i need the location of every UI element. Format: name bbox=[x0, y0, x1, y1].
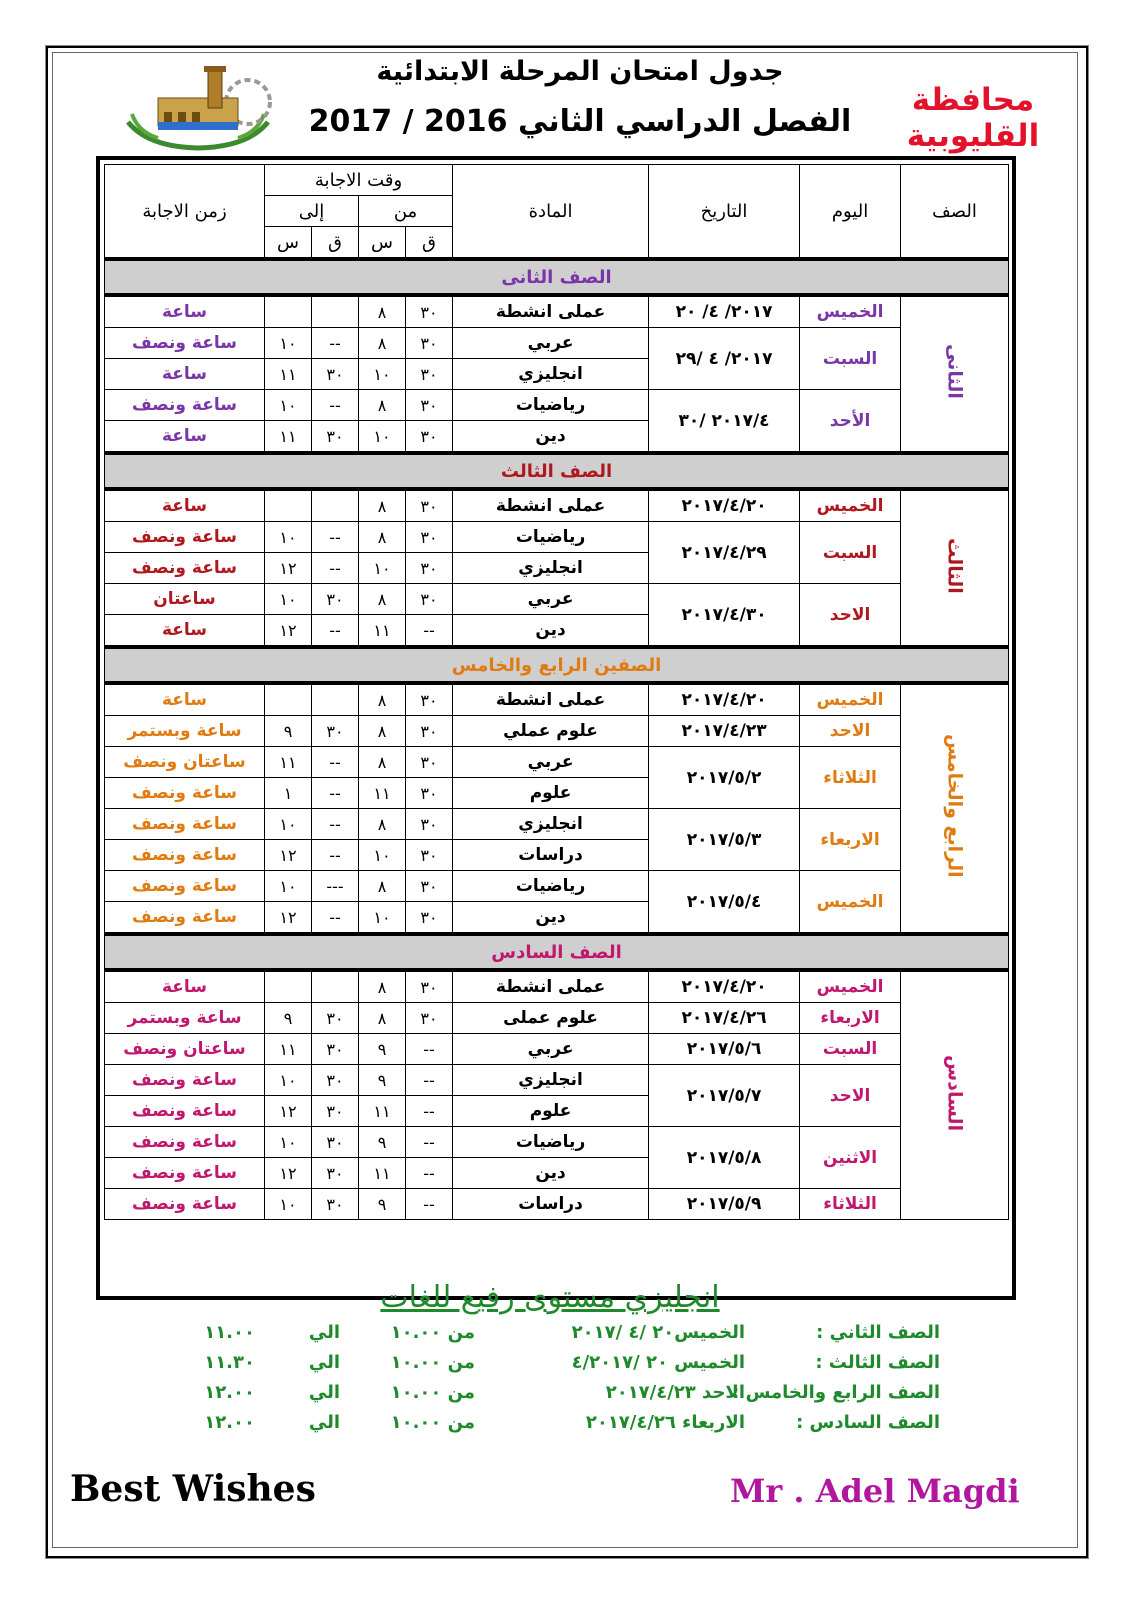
english-from: من ١٠.٠٠ bbox=[390, 1412, 475, 1433]
to-hour-cell: ١١ bbox=[265, 421, 312, 454]
subject-cell: انجليزي bbox=[453, 359, 649, 390]
from-hour-cell: ٨ bbox=[359, 489, 406, 522]
from-hour-cell: ٨ bbox=[359, 871, 406, 902]
table-row bbox=[105, 328, 1009, 359]
duration-cell: ساعتان bbox=[105, 584, 265, 615]
to-hour-cell: ١٠ bbox=[265, 1065, 312, 1096]
table-row bbox=[105, 522, 1009, 553]
duration-cell: ساعة ونصف bbox=[105, 553, 265, 584]
subject-cell: عربي bbox=[453, 1034, 649, 1065]
english-grade: الصف السادس : bbox=[796, 1412, 940, 1433]
date-cell: ٢٠١٧/٤/٢٠ bbox=[649, 970, 800, 1003]
day-cell: السبت bbox=[800, 1034, 901, 1065]
from-hour-cell: ٨ bbox=[359, 390, 406, 421]
duration-cell: ساعة ونصف bbox=[105, 1127, 265, 1158]
from-hour-cell: ٩ bbox=[359, 1034, 406, 1065]
duration-cell: ساعة ونصف bbox=[105, 871, 265, 902]
to-minute-cell bbox=[312, 295, 359, 328]
from-minute-cell: ٣٠ bbox=[406, 970, 453, 1003]
english-from: من ١٠.٠٠ bbox=[390, 1382, 475, 1403]
table-row bbox=[105, 390, 1009, 421]
duration-cell: ساعة bbox=[105, 295, 265, 328]
day-cell: الاربعاء bbox=[800, 809, 901, 871]
to-hour-cell: ١٠ bbox=[265, 584, 312, 615]
from-minute-cell: ٣٠ bbox=[406, 553, 453, 584]
from-minute-cell: -- bbox=[406, 1189, 453, 1220]
to-minute-cell: ٣٠ bbox=[312, 1096, 359, 1127]
grade-cell bbox=[901, 970, 1009, 1220]
date-header: التاريخ bbox=[649, 165, 800, 260]
date-cell: ٢٠١٧/٥/٢ bbox=[649, 747, 800, 809]
from-minute-cell: -- bbox=[406, 1034, 453, 1065]
grade-vertical-label: الثانى bbox=[943, 344, 966, 399]
to-hour-cell: ١٢ bbox=[265, 553, 312, 584]
from-hour-cell: ١٠ bbox=[359, 421, 406, 454]
duration-cell: ساعة ونصف bbox=[105, 840, 265, 871]
date-cell: ٢٠١٧/٤/٢٦ bbox=[649, 1003, 800, 1034]
english-date: الخميس ٢٠ /٤/٢٠١٧ bbox=[571, 1352, 745, 1373]
teacher-signature: Mr . Adel Magdi bbox=[730, 1472, 1020, 1510]
to-hour-cell: ١٠ bbox=[265, 328, 312, 359]
from-hour-cell: ١١ bbox=[359, 778, 406, 809]
date-cell: ٢٠١٧/٤/٢٠ bbox=[649, 489, 800, 522]
duration-cell: ساعة ونصف bbox=[105, 1189, 265, 1220]
day-cell: الأحد bbox=[800, 390, 901, 454]
table-row bbox=[105, 1003, 1009, 1034]
english-end: ١٢.٠٠ bbox=[204, 1382, 255, 1403]
from-hour-cell: ١٠ bbox=[359, 902, 406, 935]
from-minute-cell: -- bbox=[406, 1065, 453, 1096]
table-row bbox=[105, 871, 1009, 902]
day-cell: السبت bbox=[800, 328, 901, 390]
date-cell: ٢٠١٧/٥/٧ bbox=[649, 1065, 800, 1127]
table-row bbox=[105, 584, 1009, 615]
day-cell: الخميس bbox=[800, 489, 901, 522]
table-row bbox=[105, 1189, 1009, 1220]
subject-cell: دراسات bbox=[453, 840, 649, 871]
subject-cell: دين bbox=[453, 902, 649, 935]
to-minute-cell: -- bbox=[312, 522, 359, 553]
table-row bbox=[105, 809, 1009, 840]
section-header-row bbox=[105, 453, 1009, 489]
from-minute-cell: ٣٠ bbox=[406, 809, 453, 840]
day-cell: الثلاثاء bbox=[800, 1189, 901, 1220]
to-hour-cell: ١٢ bbox=[265, 1096, 312, 1127]
table-row bbox=[105, 683, 1009, 716]
date-cell: ٢٠١٧/٤/٢٣ bbox=[649, 716, 800, 747]
answer-time-header: وقت الاجابة bbox=[265, 165, 453, 196]
from-hour-cell: ٩ bbox=[359, 1127, 406, 1158]
from-minute-cell: -- bbox=[406, 1127, 453, 1158]
to-hour-cell: ١١ bbox=[265, 1034, 312, 1065]
to-minute-cell bbox=[312, 683, 359, 716]
from-hour-cell: ٨ bbox=[359, 328, 406, 359]
to-minute-cell: ٣٠ bbox=[312, 359, 359, 390]
to-hour-cell bbox=[265, 683, 312, 716]
table-row bbox=[105, 1034, 1009, 1065]
english-from: من ١٠.٠٠ bbox=[390, 1322, 475, 1343]
subject-cell: عربي bbox=[453, 328, 649, 359]
table-row bbox=[105, 716, 1009, 747]
subject-cell: دين bbox=[453, 1158, 649, 1189]
date-cell: ٢٠١٧/ ٤ /٢٩ bbox=[649, 328, 800, 390]
to-hour-header: س bbox=[265, 227, 312, 260]
from-hour-cell: ١٠ bbox=[359, 359, 406, 390]
day-cell: الخميس bbox=[800, 871, 901, 935]
from-minute-cell: -- bbox=[406, 1096, 453, 1127]
date-cell: ٢٠١٧/٥/٩ bbox=[649, 1189, 800, 1220]
to-hour-cell: ١٢ bbox=[265, 902, 312, 935]
from-hour-cell: ٨ bbox=[359, 970, 406, 1003]
date-cell: ٢٠١٧/٥/٨ bbox=[649, 1127, 800, 1189]
from-minute-cell: ٣٠ bbox=[406, 747, 453, 778]
english-end: ١٢.٠٠ bbox=[204, 1412, 255, 1433]
to-hour-cell bbox=[265, 970, 312, 1003]
date-cell: ٢٠١٧/٤/٢٠ bbox=[649, 683, 800, 716]
to-minute-cell: -- bbox=[312, 615, 359, 648]
from-hour-header: س bbox=[359, 227, 406, 260]
to-minute-cell: ٣٠ bbox=[312, 584, 359, 615]
to-minute-cell: ٣٠ bbox=[312, 421, 359, 454]
from-hour-cell: ٨ bbox=[359, 584, 406, 615]
subject-cell: رياضيات bbox=[453, 522, 649, 553]
day-cell: الاربعاء bbox=[800, 1003, 901, 1034]
grade-cell bbox=[901, 295, 1009, 453]
to-minute-cell bbox=[312, 489, 359, 522]
to-hour-cell: ١٢ bbox=[265, 840, 312, 871]
grade-cell bbox=[901, 489, 1009, 647]
to-minute-cell: ٣٠ bbox=[312, 1003, 359, 1034]
duration-cell: ساعة bbox=[105, 683, 265, 716]
from-minute-cell: ٣٠ bbox=[406, 489, 453, 522]
from-hour-cell: ٨ bbox=[359, 747, 406, 778]
english-date: الخميس٢٠ /٤ /٢٠١٧ bbox=[571, 1322, 745, 1343]
to-hour-cell bbox=[265, 295, 312, 328]
section-header-row bbox=[105, 647, 1009, 683]
grade-vertical-label: الرابع والخامس bbox=[943, 734, 966, 878]
from-minute-cell: ٣٠ bbox=[406, 295, 453, 328]
section-header-row bbox=[105, 259, 1009, 295]
from-hour-cell: ٨ bbox=[359, 522, 406, 553]
grade-vertical-label: الثالث bbox=[943, 537, 966, 594]
subject-cell: علوم bbox=[453, 1096, 649, 1127]
english-date: الاربعاء ٢٠١٧/٤/٢٦ bbox=[585, 1412, 745, 1433]
duration-cell: ساعة وبستمر bbox=[105, 1003, 265, 1034]
english-to: الي bbox=[308, 1412, 340, 1433]
grade-header: الصف bbox=[901, 165, 1009, 260]
from-hour-cell: ١١ bbox=[359, 615, 406, 648]
from-hour-cell: ١١ bbox=[359, 1158, 406, 1189]
duration-cell: ساعتان ونصف bbox=[105, 747, 265, 778]
to-minute-cell: -- bbox=[312, 840, 359, 871]
to-minute-cell: -- bbox=[312, 553, 359, 584]
date-cell: ٢٠١٧/٥/٤ bbox=[649, 871, 800, 935]
day-cell: الخميس bbox=[800, 683, 901, 716]
from-minute-cell: ٣٠ bbox=[406, 390, 453, 421]
date-cell: ٢٠١٧/٤/٢٩ bbox=[649, 522, 800, 584]
from-minute-cell: -- bbox=[406, 615, 453, 648]
table-row bbox=[105, 1127, 1009, 1158]
english-to: الي bbox=[308, 1322, 340, 1343]
subject-cell: عملى انشطة bbox=[453, 970, 649, 1003]
english-end: ١١.٠٠ bbox=[204, 1322, 255, 1343]
to-hour-cell: ١٠ bbox=[265, 522, 312, 553]
english-grade: الصف الرابع والخامس : bbox=[732, 1382, 940, 1403]
table-row bbox=[105, 970, 1009, 1003]
to-hour-cell: ٩ bbox=[265, 716, 312, 747]
table-row bbox=[105, 295, 1009, 328]
english-grade: الصف الثاني : bbox=[816, 1322, 940, 1343]
english-schedule-row bbox=[140, 1382, 960, 1412]
day-cell: الخميس bbox=[800, 295, 901, 328]
from-minute-cell: ٣٠ bbox=[406, 716, 453, 747]
subject-cell: علوم عملى bbox=[453, 1003, 649, 1034]
day-cell: الخميس bbox=[800, 970, 901, 1003]
from-minute-cell: ٣٠ bbox=[406, 840, 453, 871]
to-minute-cell bbox=[312, 970, 359, 1003]
subject-header: المادة bbox=[453, 165, 649, 260]
date-cell: ٢٠١٧/٥/٣ bbox=[649, 809, 800, 871]
exam-schedule-table bbox=[104, 164, 1009, 1220]
subject-cell: علوم عملي bbox=[453, 716, 649, 747]
to-hour-cell bbox=[265, 489, 312, 522]
to-hour-cell: ١٠ bbox=[265, 1127, 312, 1158]
subject-cell: علوم bbox=[453, 778, 649, 809]
to-minute-cell: --- bbox=[312, 871, 359, 902]
duration-cell: ساعة bbox=[105, 615, 265, 648]
duration-header: زمن الاجابة bbox=[105, 165, 265, 260]
duration-cell: ساعة ونصف bbox=[105, 1096, 265, 1127]
from-minute-cell: ٣٠ bbox=[406, 584, 453, 615]
from-hour-cell: ١٠ bbox=[359, 553, 406, 584]
to-minute-header: ق bbox=[312, 227, 359, 260]
subject-cell: عربي bbox=[453, 584, 649, 615]
day-cell: الاحد bbox=[800, 716, 901, 747]
to-hour-cell: ١٢ bbox=[265, 1158, 312, 1189]
day-cell: الاحد bbox=[800, 584, 901, 648]
from-hour-cell: ٩ bbox=[359, 1065, 406, 1096]
day-cell: الاحد bbox=[800, 1065, 901, 1127]
page-title: جدول امتحان المرحلة الابتدائية bbox=[376, 56, 784, 87]
to-hour-cell: ١٠ bbox=[265, 390, 312, 421]
to-minute-cell: -- bbox=[312, 747, 359, 778]
to-header: إلى bbox=[265, 196, 359, 227]
english-schedule-row bbox=[140, 1352, 960, 1382]
duration-cell: ساعة bbox=[105, 489, 265, 522]
subject-cell: دين bbox=[453, 615, 649, 648]
to-hour-cell: ١٠ bbox=[265, 1189, 312, 1220]
to-minute-cell: ٣٠ bbox=[312, 716, 359, 747]
duration-cell: ساعة ونصف bbox=[105, 809, 265, 840]
from-hour-cell: ٨ bbox=[359, 809, 406, 840]
from-hour-cell: ٨ bbox=[359, 716, 406, 747]
day-cell: السبت bbox=[800, 522, 901, 584]
to-hour-cell: ١٢ bbox=[265, 615, 312, 648]
section-title: الصف الثانى bbox=[501, 266, 612, 288]
duration-cell: ساعة وبستمر bbox=[105, 716, 265, 747]
to-hour-cell: ١ bbox=[265, 778, 312, 809]
to-hour-cell: ١١ bbox=[265, 747, 312, 778]
to-hour-cell: ١٠ bbox=[265, 871, 312, 902]
subject-cell: دين bbox=[453, 421, 649, 454]
duration-cell: ساعة ونصف bbox=[105, 522, 265, 553]
table-row bbox=[105, 747, 1009, 778]
to-minute-cell: -- bbox=[312, 390, 359, 421]
to-hour-cell: ٩ bbox=[265, 1003, 312, 1034]
section-header-row bbox=[105, 934, 1009, 970]
best-wishes-text: Best Wishes bbox=[70, 1468, 316, 1510]
from-hour-cell: ٨ bbox=[359, 1003, 406, 1034]
duration-cell: ساعة ونصف bbox=[105, 902, 265, 935]
subject-cell: عربي bbox=[453, 747, 649, 778]
duration-cell: ساعة ونصف bbox=[105, 1158, 265, 1189]
english-schedule-row bbox=[140, 1412, 960, 1442]
from-minute-cell: ٣٠ bbox=[406, 778, 453, 809]
duration-cell: ساعة ونصف bbox=[105, 1065, 265, 1096]
table-row bbox=[105, 489, 1009, 522]
from-hour-cell: ٩ bbox=[359, 1189, 406, 1220]
to-minute-cell: ٣٠ bbox=[312, 1127, 359, 1158]
date-cell: ٢٠١٧/٤/٣٠ bbox=[649, 584, 800, 648]
from-minute-cell: ٣٠ bbox=[406, 328, 453, 359]
section-title: الصف السادس bbox=[491, 941, 622, 963]
grade-cell bbox=[901, 683, 1009, 934]
from-minute-cell: ٣٠ bbox=[406, 359, 453, 390]
english-to: الي bbox=[308, 1352, 340, 1373]
subject-cell: انجليزي bbox=[453, 809, 649, 840]
duration-cell: ساعة bbox=[105, 359, 265, 390]
governorate-name: محافظة القليوبية bbox=[906, 82, 1040, 154]
subject-cell: دراسات bbox=[453, 1189, 649, 1220]
from-minute-cell: ٣٠ bbox=[406, 522, 453, 553]
duration-cell: ساعة bbox=[105, 421, 265, 454]
grade-vertical-label: السادس bbox=[943, 1054, 966, 1132]
duration-cell: ساعة ونصف bbox=[105, 390, 265, 421]
english-from: من ١٠.٠٠ bbox=[390, 1352, 475, 1373]
from-hour-cell: ١١ bbox=[359, 1096, 406, 1127]
from-minute-cell: ٣٠ bbox=[406, 1003, 453, 1034]
english-date: الاحد ٢٠١٧/٤/٢٣ bbox=[605, 1382, 745, 1403]
from-minute-cell: ٣٠ bbox=[406, 902, 453, 935]
english-to: الي bbox=[308, 1382, 340, 1403]
term-title: الفصل الدراسي الثاني 2016 / 2017 bbox=[308, 104, 852, 139]
subject-cell: انجليزي bbox=[453, 1065, 649, 1096]
to-minute-cell: -- bbox=[312, 328, 359, 359]
day-header: اليوم bbox=[800, 165, 901, 260]
subject-cell: رياضيات bbox=[453, 871, 649, 902]
to-minute-cell: -- bbox=[312, 902, 359, 935]
from-minute-header: ق bbox=[406, 227, 453, 260]
duration-cell: ساعتان ونصف bbox=[105, 1034, 265, 1065]
subject-cell: عملى انشطة bbox=[453, 295, 649, 328]
day-cell: الاثنين bbox=[800, 1127, 901, 1189]
subject-cell: رياضيات bbox=[453, 390, 649, 421]
from-hour-cell: ٨ bbox=[359, 683, 406, 716]
subject-cell: رياضيات bbox=[453, 1127, 649, 1158]
from-minute-cell: ٣٠ bbox=[406, 421, 453, 454]
from-minute-cell: ٣٠ bbox=[406, 683, 453, 716]
to-minute-cell: -- bbox=[312, 778, 359, 809]
date-cell: ٢٠١٧/٤ /٣٠ bbox=[649, 390, 800, 454]
date-cell: ٢٠١٧/٥/٦ bbox=[649, 1034, 800, 1065]
english-end: ١١.٣٠ bbox=[204, 1352, 255, 1373]
to-minute-cell: ٣٠ bbox=[312, 1158, 359, 1189]
subject-cell: عملى انشطة bbox=[453, 489, 649, 522]
subject-cell: عملى انشطة bbox=[453, 683, 649, 716]
table-row bbox=[105, 1065, 1009, 1096]
duration-cell: ساعة ونصف bbox=[105, 778, 265, 809]
from-minute-cell: ٣٠ bbox=[406, 871, 453, 902]
to-minute-cell: ٣٠ bbox=[312, 1189, 359, 1220]
from-header: من bbox=[359, 196, 453, 227]
english-grade: الصف الثالث : bbox=[815, 1352, 940, 1373]
section-title: الصف الثالث bbox=[500, 460, 613, 482]
section-title: الصفين الرابع والخامس bbox=[451, 654, 662, 676]
date-cell: ٢٠١٧/ ٤/ ٢٠ bbox=[649, 295, 800, 328]
duration-cell: ساعة ونصف bbox=[105, 328, 265, 359]
from-hour-cell: ١٠ bbox=[359, 840, 406, 871]
subject-cell: انجليزي bbox=[453, 553, 649, 584]
from-minute-cell: -- bbox=[406, 1158, 453, 1189]
to-hour-cell: ١٠ bbox=[265, 809, 312, 840]
duration-cell: ساعة bbox=[105, 970, 265, 1003]
english-schedule-row bbox=[140, 1322, 960, 1352]
to-minute-cell: -- bbox=[312, 809, 359, 840]
to-minute-cell: ٣٠ bbox=[312, 1034, 359, 1065]
from-hour-cell: ٨ bbox=[359, 295, 406, 328]
to-hour-cell: ١١ bbox=[265, 359, 312, 390]
english-advanced-title: انجليزي مستوى رفيع للغات bbox=[380, 1280, 720, 1315]
header-row-1 bbox=[105, 165, 1009, 196]
governorate-logo-icon bbox=[118, 62, 278, 152]
to-minute-cell: ٣٠ bbox=[312, 1065, 359, 1096]
day-cell: الثلاثاء bbox=[800, 747, 901, 809]
